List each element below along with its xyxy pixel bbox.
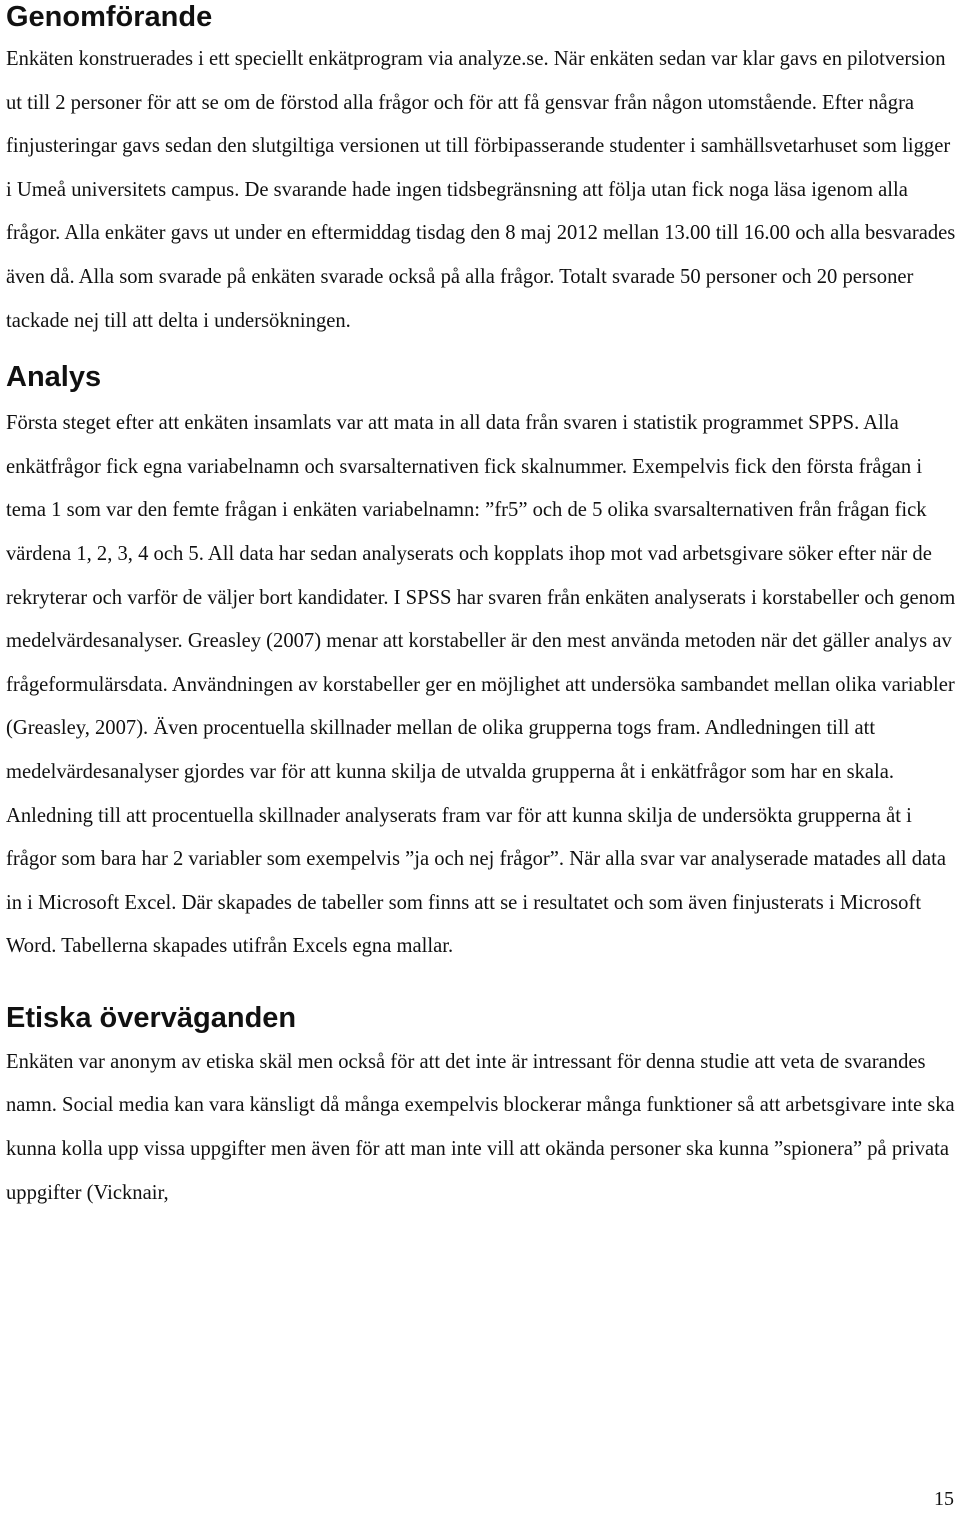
paragraph-analys: Första steget efter att enkäten insamlats var att mata in all data från svaren i statistik programmet SPPS. Alla enkätfrågor fick egna variabelnamn och svarsalternativen fick skalnummer. Exempelvis fick den första frågan i tema 1 som var den femte frågan i enkäten variabelnamn: ”fr5” och de 5 olika svarsalternativen från frågan fick värdena 1, 2, 3, 4 och 5. All data har sedan analyserats och kopplats ihop mot vad arbetsgivare söker efter när de rekryterar och varför de väljer bort kandidater. I SPSS har svaren från enkäten analyserats i korstabeller och genom medelvärdesanalyser. Greasley (2007) menar att korstabeller är den mest använda metoden när det gäller analys av frågeformulärsdata. Användningen av korstabeller ger en möjlighet att undersöka sambandet mellan olika variabler (Greasley, 2007). Även procentuella skillnader mellan de olika grupperna togs fram. Andledningen till att medelvärdesanalyser gjordes var för att kunna skilja de utvalda grupperna åt i enkätfrågor som har en skala. Anledning till att procentuella skillnader analyserats fram var för att kunna skilja de undersökta grupperna åt i frågor som bara har 2 variabler som exempelvis ”ja och nej frågor”. När alla svar var analyserade matades all data in i Microsoft Excel. Där skapades de tabeller som finns att se i resultatet och som även finjusterats i Microsoft Word. Tabellerna skapades utifrån Excels egna mallar. [6,412,956,958]
document-page [6,0,956,1215]
page-number: 15 [934,1488,954,1510]
paragraph-genomforande: Enkäten konstruerades i ett speciellt enkätprogram via analyze.se. När enkäten sedan var klar gavs en pilotversion ut till 2 personer för att se om de förstod alla frågor och för att få gensvar från någon utomstående. Efter några finjusteringar gavs sedan den slutgiltiga versionen ut till förbipasserande studenter i samhällsvetarhuset som ligger i Umeå universitets campus. De svarande hade ingen tidsbegränsning att följa utan fick noga läsa igenom alla frågor. Alla enkäter gavs ut under en eftermiddag tisdag den 8 maj 2012 mellan 13.00 till 16.00 och alla besvarades även då. Alla som svarade på enkäten svarade också på alla frågor. Totalt svarade 50 personer och 20 personer tackade nej till att delta i undersökningen. [6,48,956,332]
heading-analys: Analys [6,361,102,394]
heading-etiska-overvaganden: Etiska överväganden [6,1001,297,1034]
paragraph-etiska-overvaganden: Enkäten var anonym av etiska skäl men också för att det inte är intressant för denna studie att veta de svarandes namn. Social media kan vara känsligt då många exempelvis blockerar många funktioner så att arbetsgivare inte ska kunna kolla upp vissa uppgifter men även för att man inte vill att okända personer ska kunna ”spionera” på privata uppgifter (Vicknair, [6,1050,955,1204]
heading-genomforande: Genomförande [6,1,213,33]
